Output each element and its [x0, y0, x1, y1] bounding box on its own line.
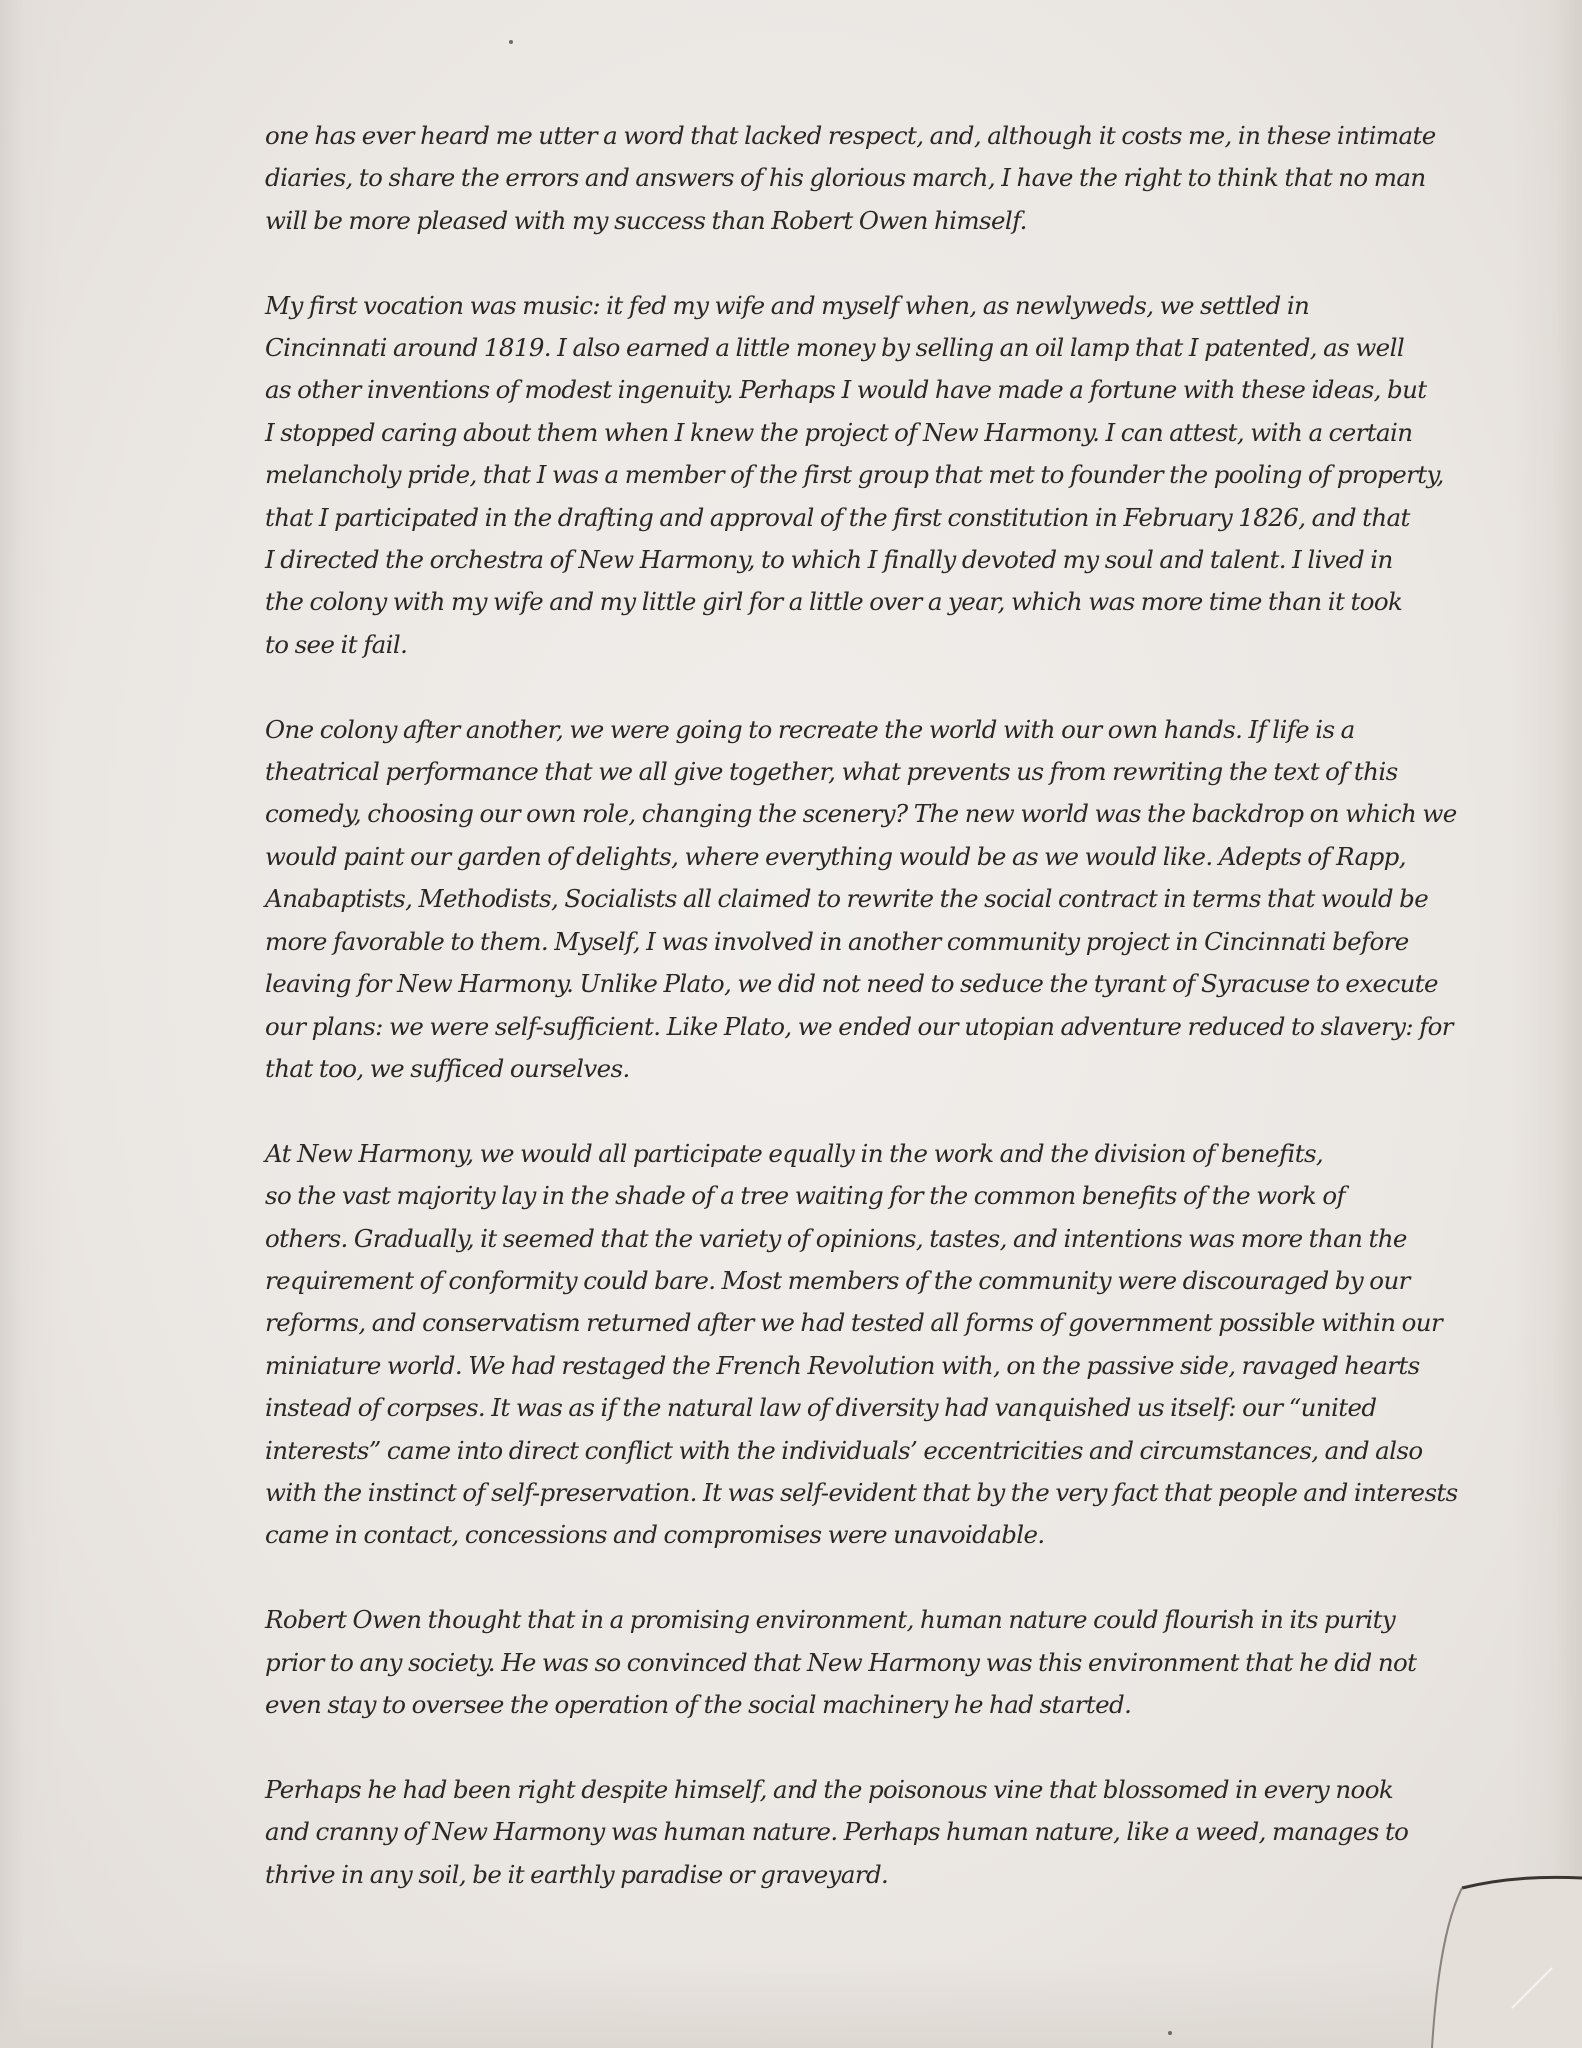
text-line: My first vocation was music: it fed my wife and myself when, as newlyweds, we settled in	[265, 290, 1310, 320]
text-line: I directed the orchestra of New Harmony, to which I finally devoted my soul and talent. I lived in	[265, 545, 1393, 575]
text-line: the colony with my wife and my little girl for a little over a year, which was more time than it took	[265, 587, 1403, 617]
text-line: to see it fail.	[265, 629, 408, 659]
text-line: Cincinnati around 1819. I also earned a little money by selling an oil lamp that I patented, as well	[265, 333, 1405, 363]
text-line: prior to any society. He was so convinced that New Harmony was this environment that he did not	[265, 1647, 1417, 1677]
text-line: that too, we sufficed ourselves.	[265, 1053, 630, 1083]
text-line: more favorable to them. Myself, I was involved in another community project in Cincinnati before	[265, 926, 1409, 956]
text-line: requirement of conformity could bare. Most members of the community were discouraged by our	[265, 1265, 1410, 1295]
text-line: melancholy pride, that I was a member of the first group that met to founder the pooling of property,	[265, 460, 1444, 490]
paragraph-3	[265, 709, 1457, 1091]
text-line: One colony after another, we were going to recreate the world with our own hands. If life is a	[265, 714, 1355, 744]
paper-speck	[509, 40, 513, 44]
text-line: came in contact, concessions and compromises were unavoidable.	[265, 1520, 1045, 1550]
text-line: as other inventions of modest ingenuity. Perhaps I would have made a fortune with these ideas, but	[265, 375, 1427, 405]
diary-text-body	[265, 115, 1458, 1938]
text-line: would paint our garden of delights, where everything would be as we would like. Adepts of Rapp,	[265, 841, 1406, 871]
text-line: that I participated in the drafting and approval of the first constitution in February 1826, and that	[265, 502, 1410, 532]
text-line: theatrical performance that we all give together, what prevents us from rewriting the text of this	[265, 757, 1398, 787]
text-line: instead of corpses. It was as if the natural law of diversity had vanquished us itself: our “united	[265, 1393, 1377, 1423]
text-line: our plans: we were self-sufficient. Like Plato, we ended our utopian adventure reduced to slavery: for	[265, 1011, 1453, 1041]
text-line: reforms, and conservatism returned after we had tested all forms of government possible within our	[265, 1308, 1443, 1338]
text-line: so the vast majority lay in the shade of a tree waiting for the common benefits of the work of	[265, 1181, 1345, 1211]
paragraph-1	[265, 115, 1436, 242]
curled-corner-icon	[1392, 1858, 1582, 2048]
text-line: Robert Owen thought that in a promising environment, human nature could flourish in its purity	[265, 1605, 1396, 1635]
paper-right-edge-shadow	[1512, 0, 1582, 2048]
text-line: interests” came into direct conflict with the individuals’ eccentricities and circumstances, and also	[265, 1435, 1423, 1465]
paragraph-2	[265, 285, 1444, 667]
text-line: will be more pleased with my success than Robert Owen himself.	[265, 205, 1027, 235]
paragraph-4	[265, 1133, 1458, 1557]
text-line: with the instinct of self-preservation. It was self-evident that by the very fact that people and interests	[265, 1477, 1458, 1507]
text-line: miniature world. We had restaged the French Revolution with, on the passive side, ravaged hearts	[265, 1350, 1420, 1380]
text-line: one has ever heard me utter a word that lacked respect, and, although it costs me, in these intimate	[265, 121, 1436, 150]
text-line: I stopped caring about them when I knew the project of New Harmony. I can attest, with a certain	[265, 417, 1413, 447]
text-line: and cranny of New Harmony was human nature. Perhaps human nature, like a weed, manages to	[265, 1817, 1409, 1847]
paper-left-edge-shadow	[0, 0, 60, 2048]
text-line: leaving for New Harmony. Unlike Plato, we did not need to seduce the tyrant of Syracuse to execute	[265, 969, 1438, 999]
text-line: diaries, to share the errors and answers of his glorious march, I have the right to think that no man	[265, 163, 1426, 193]
text-line: others. Gradually, it seemed that the variety of opinions, tastes, and intentions was more than the	[265, 1223, 1407, 1253]
text-line: At New Harmony, we would all participate equally in the work and the division of benefits,	[265, 1138, 1324, 1168]
paragraph-5	[265, 1599, 1417, 1726]
text-line: even stay to oversee the operation of the social machinery he had started.	[265, 1689, 1132, 1719]
text-line: thrive in any soil, be it earthly paradise or graveyard.	[265, 1859, 889, 1889]
text-line: Anabaptists, Methodists, Socialists all claimed to rewrite the social contract in terms that would be	[265, 884, 1429, 914]
paper-bottom-edge-shadow	[0, 1958, 1582, 2048]
paragraph-6	[265, 1769, 1409, 1896]
text-line: Perhaps he had been right despite himself, and the poisonous vine that blossomed in every nook	[265, 1774, 1394, 1804]
paper-speck	[1168, 2031, 1172, 2035]
text-line: comedy, choosing our own role, changing the scenery? The new world was the backdrop on which we	[265, 799, 1457, 829]
